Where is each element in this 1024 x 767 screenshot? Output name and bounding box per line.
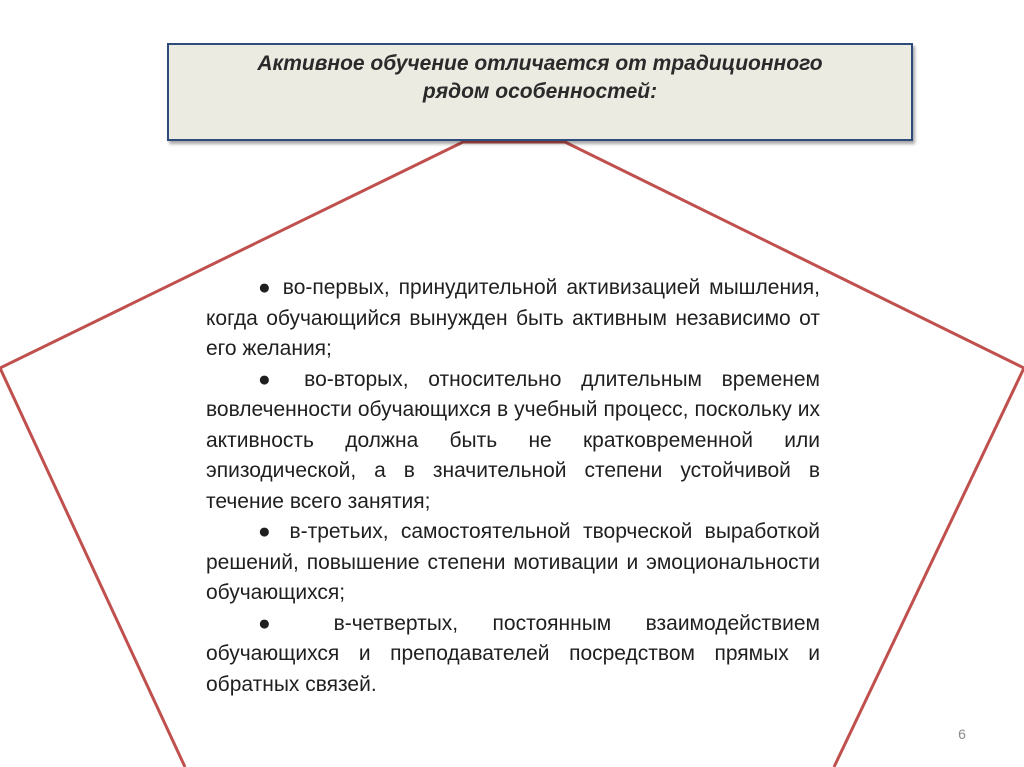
bullet-item-first: ● во-первых, принудительной активизацией мышления, когда обучающийся вынужден быть активным независимо от его желания; <box>206 276 820 360</box>
title-box <box>167 43 913 141</box>
bullet-item-second: ● во-вторых, относительно длительным временем вовлеченности обучающихся в учебный процесс, поскольку их активность должна быть не кратковременной или эпизодической, а в значительной степени устойчивой в течение всего занятия; <box>206 367 820 513</box>
bullet-item-fourth: ● в-четвертых, постоянным взаимодействием обучающихся и преподавателей посредством прямых и обратных связей. <box>206 611 820 696</box>
bullet-item-third: ● в-третьих, самостоятельной творческой выработкой решений, повышение степени мотивации и эмоциональности обучающихся; <box>206 520 820 604</box>
page-number: 6 <box>958 726 966 742</box>
title-line-2: рядом особенностей: <box>422 80 658 103</box>
slide-title <box>169 45 911 106</box>
bullet-list <box>206 273 820 700</box>
title-line-1: Активное обучение отличается от традиционного <box>257 52 823 75</box>
